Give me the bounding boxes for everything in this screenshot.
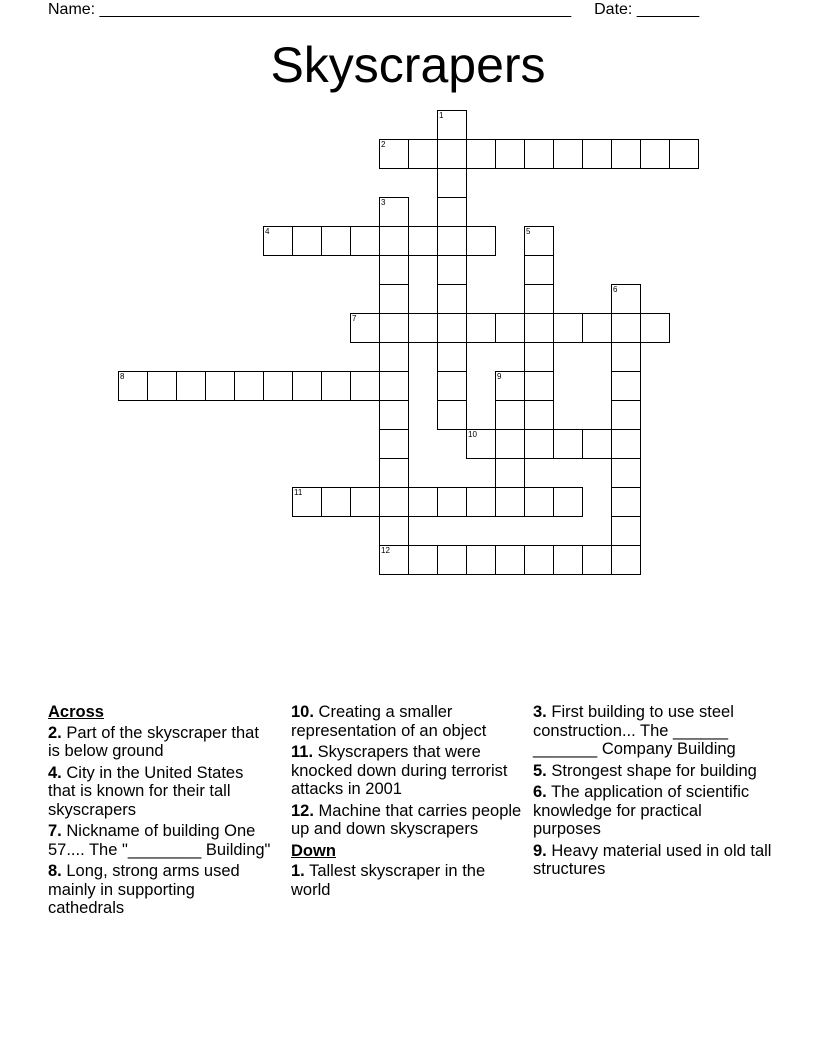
grid-cell[interactable] — [611, 545, 641, 575]
grid-cell[interactable] — [437, 371, 467, 401]
grid-cell[interactable] — [176, 371, 206, 401]
grid-cell[interactable] — [321, 371, 351, 401]
grid-cell[interactable] — [495, 458, 525, 488]
clue-number: 4. — [48, 763, 62, 782]
grid-cell[interactable] — [292, 371, 322, 401]
grid-cell[interactable] — [350, 487, 380, 517]
grid-cell[interactable] — [437, 400, 467, 430]
cell-number: 2 — [381, 140, 386, 149]
grid-cell[interactable] — [640, 139, 670, 169]
grid-cell[interactable] — [408, 139, 438, 169]
grid-cell[interactable] — [379, 139, 409, 169]
grid-cell[interactable] — [350, 313, 380, 343]
grid-cell[interactable] — [495, 139, 525, 169]
clue-across-7 — [48, 822, 273, 859]
clue-text: Tallest skyscraper in the world — [291, 862, 486, 899]
grid-cell[interactable] — [408, 313, 438, 343]
grid-cell[interactable] — [611, 400, 641, 430]
grid-cell[interactable] — [524, 226, 554, 256]
grid-cell[interactable] — [437, 313, 467, 343]
grid-cell[interactable] — [582, 545, 612, 575]
grid-cell[interactable] — [611, 429, 641, 459]
grid-cell[interactable] — [379, 400, 409, 430]
grid-cell[interactable] — [437, 139, 467, 169]
clue-number: 11. — [291, 743, 314, 761]
clue-text: City in the United States that is known for their tall skyscrapers — [48, 763, 244, 819]
clue-down-5 — [533, 762, 773, 781]
clue-text: Machine that carries people up and down skyscrapers — [291, 801, 522, 838]
clue-across-8 — [48, 862, 273, 918]
grid-cell[interactable] — [466, 429, 496, 459]
across-heading: Across — [48, 703, 104, 721]
grid-cell[interactable] — [524, 284, 554, 314]
grid-cell[interactable] — [437, 545, 467, 575]
clue-text: Long, strong arms used mainly in supporting cathedrals — [48, 862, 240, 917]
down-heading: Down — [291, 841, 336, 860]
clue-number: 10. — [291, 703, 314, 721]
grid-cell[interactable] — [379, 371, 409, 401]
grid-cell[interactable] — [263, 226, 293, 256]
grid-cell[interactable] — [611, 284, 641, 314]
clue-number: 9. — [533, 841, 547, 860]
grid-cell[interactable] — [437, 226, 467, 256]
cell-number: 11 — [294, 488, 303, 497]
grid-cell[interactable] — [582, 313, 612, 343]
clue-text: First building to use steel construction... The ______ _______ Company Building — [533, 703, 736, 758]
grid-cell[interactable] — [466, 313, 496, 343]
grid-cell[interactable] — [379, 255, 409, 285]
grid-cell[interactable] — [524, 400, 554, 430]
clue-number: 8. — [48, 862, 62, 880]
clue-down-3 — [533, 703, 773, 759]
grid-cell[interactable] — [553, 313, 583, 343]
grid-cell[interactable] — [495, 400, 525, 430]
clue-text: Creating a smaller representation of an object — [291, 703, 487, 740]
grid-cell[interactable] — [553, 487, 583, 517]
cell-number: 6 — [613, 285, 618, 294]
grid-cell[interactable] — [379, 226, 409, 256]
grid-cell[interactable] — [524, 371, 554, 401]
cell-number: 3 — [381, 198, 386, 207]
clue-down-6 — [533, 783, 773, 839]
grid-cell[interactable] — [611, 371, 641, 401]
clue-down-1 — [291, 862, 523, 899]
grid-cell[interactable] — [379, 545, 409, 575]
grid-cell[interactable] — [582, 429, 612, 459]
clue-text: The application of scientific knowledge for practical purposes — [533, 783, 750, 838]
grid-cell[interactable] — [408, 487, 438, 517]
grid-cell[interactable] — [437, 110, 467, 140]
grid-cell[interactable] — [495, 313, 525, 343]
cell-number: 4 — [265, 227, 270, 236]
grid-cell[interactable] — [350, 226, 380, 256]
grid-cell[interactable] — [379, 429, 409, 459]
grid-cell[interactable] — [466, 487, 496, 517]
grid-cell[interactable] — [524, 342, 554, 372]
grid-cell[interactable] — [495, 487, 525, 517]
grid-cell[interactable] — [611, 458, 641, 488]
grid-cell[interactable] — [350, 371, 380, 401]
clue-text: Strongest shape for building — [551, 761, 757, 780]
clues-column-2 — [291, 703, 523, 902]
clue-across-11 — [291, 743, 523, 799]
grid-cell[interactable] — [321, 487, 351, 517]
date-line[interactable]: _______ — [636, 1, 700, 18]
cell-number: 12 — [381, 546, 390, 555]
grid-cell[interactable] — [118, 371, 148, 401]
grid-cell[interactable] — [553, 139, 583, 169]
grid-cell[interactable] — [524, 255, 554, 285]
name-line[interactable]: _____________________________________________________ — [99, 1, 572, 18]
clue-text: Skyscrapers that were knocked down during terrorist attacks in 2001 — [291, 743, 508, 798]
clue-number: 3. — [533, 703, 547, 721]
name-label: Name: — [48, 1, 96, 18]
clue-number: 6. — [533, 783, 547, 801]
clue-across-10 — [291, 703, 523, 740]
grid-cell[interactable] — [437, 168, 467, 198]
grid-cell[interactable] — [321, 226, 351, 256]
grid-cell[interactable] — [408, 226, 438, 256]
grid-cell[interactable] — [495, 371, 525, 401]
clue-text: Heavy material used in old tall structures — [533, 841, 772, 878]
cell-number: 1 — [439, 111, 444, 120]
grid-cell[interactable] — [466, 139, 496, 169]
grid-cell[interactable] — [437, 255, 467, 285]
grid-cell[interactable] — [524, 545, 554, 575]
cell-number: 5 — [526, 227, 531, 236]
grid-cell[interactable] — [234, 371, 264, 401]
grid-cell[interactable] — [495, 545, 525, 575]
grid-cell[interactable] — [611, 516, 641, 546]
grid-cell[interactable] — [466, 226, 496, 256]
clue-number: 2. — [48, 723, 62, 742]
clue-text: Nickname of building One 57.... The "________ Building" — [48, 822, 271, 859]
clue-number: 5. — [533, 761, 547, 780]
grid-cell[interactable] — [640, 313, 670, 343]
page-title: Skyscrapers — [270, 37, 546, 93]
clues-column-3 — [533, 703, 773, 882]
grid-cell[interactable] — [495, 429, 525, 459]
clue-number: 1. — [291, 862, 305, 880]
clue-across-4 — [48, 764, 273, 820]
clue-down-9 — [533, 842, 773, 879]
grid-cell[interactable] — [379, 458, 409, 488]
grid-cell[interactable] — [611, 342, 641, 372]
grid-cell[interactable] — [466, 545, 496, 575]
grid-cell[interactable] — [205, 371, 235, 401]
date-label: Date: — [594, 1, 633, 18]
grid-cell[interactable] — [553, 545, 583, 575]
grid-cell[interactable] — [379, 516, 409, 546]
grid-cell[interactable] — [582, 139, 612, 169]
grid-cell[interactable] — [611, 313, 641, 343]
clue-text: Part of the skyscraper that is below ground — [48, 723, 259, 760]
grid-cell[interactable] — [379, 342, 409, 372]
grid-cell[interactable] — [611, 487, 641, 517]
clue-number: 12. — [291, 801, 314, 820]
grid-cell[interactable] — [437, 197, 467, 227]
grid-cell[interactable] — [611, 139, 641, 169]
cell-number: 10 — [468, 430, 477, 439]
grid-cell[interactable] — [263, 371, 293, 401]
clue-number: 7. — [48, 822, 62, 840]
clues-column-1 — [48, 703, 273, 921]
clue-across-2 — [48, 724, 273, 761]
grid-cell[interactable] — [408, 545, 438, 575]
grid-cell[interactable] — [437, 342, 467, 372]
grid-cell[interactable] — [379, 487, 409, 517]
cell-number: 7 — [352, 314, 357, 323]
grid-cell[interactable] — [524, 487, 554, 517]
grid-cell[interactable] — [437, 284, 467, 314]
grid-cell[interactable] — [524, 139, 554, 169]
grid-cell[interactable] — [292, 487, 322, 517]
grid-cell[interactable] — [524, 313, 554, 343]
grid-cell[interactable] — [379, 284, 409, 314]
grid-cell[interactable] — [524, 429, 554, 459]
grid-cell[interactable] — [292, 226, 322, 256]
cell-number: 9 — [497, 372, 502, 381]
cell-number: 8 — [120, 372, 125, 381]
clue-across-12 — [291, 802, 523, 839]
grid-cell[interactable] — [437, 487, 467, 517]
grid-cell[interactable] — [147, 371, 177, 401]
grid-cell[interactable] — [669, 139, 699, 169]
grid-cell[interactable] — [379, 313, 409, 343]
grid-cell[interactable] — [553, 429, 583, 459]
grid-cell[interactable] — [379, 197, 409, 227]
